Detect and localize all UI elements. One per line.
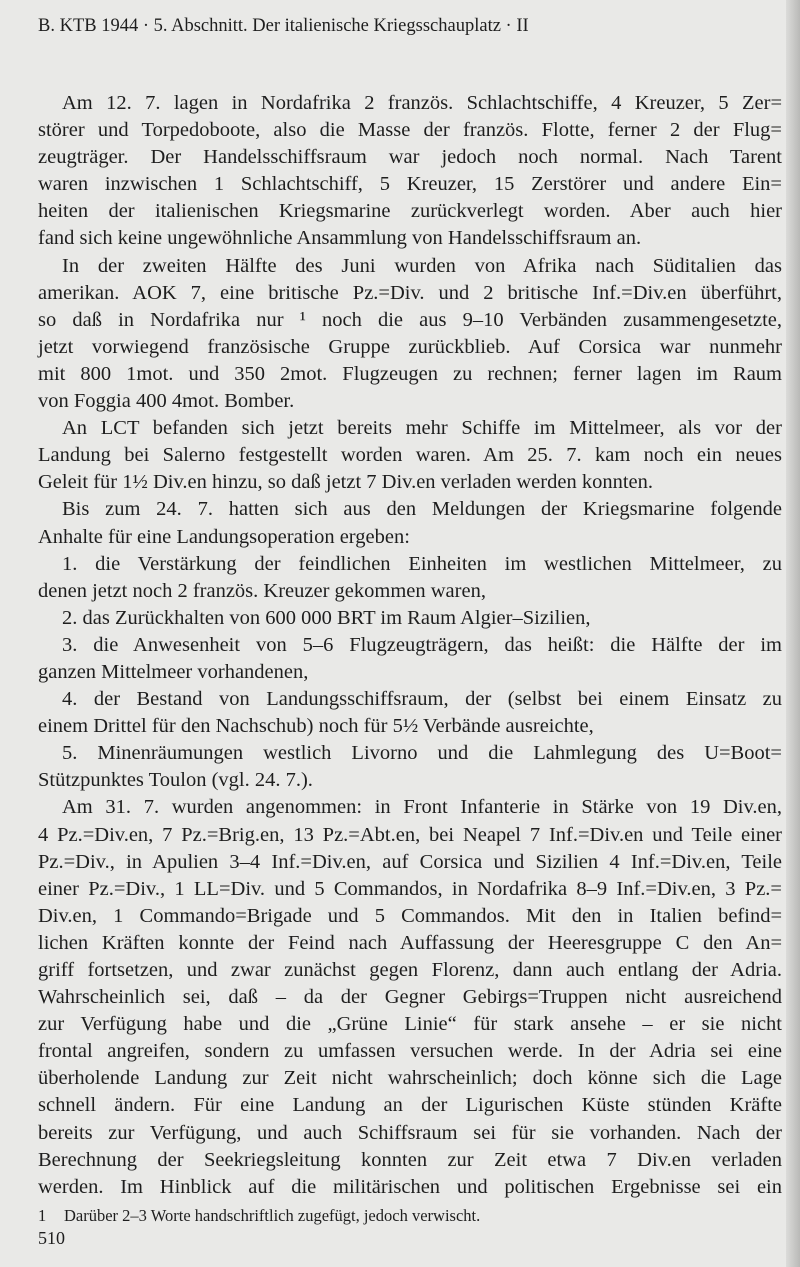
text-line: 4. der Bestand von Landungsschiffsraum, der (selbst bei einem Einsatz zu — [62, 688, 782, 711]
footnote — [38, 1206, 480, 1226]
text-line: Am 31. 7. wurden angenommen: in Front Infanterie in Stärke von 19 Div.en, — [62, 796, 782, 819]
text-line: von Foggia 400 4mot. Bomber. — [38, 390, 295, 413]
text-line: Wahrscheinlich sei, daß – da der Gegner Gebirgs=Truppen nicht ausreichend — [38, 986, 782, 1009]
text-line: zur Verfügung habe und die „Grüne Linie“ für stark ansehe – er sie nicht — [38, 1013, 782, 1036]
text-line: In der zweiten Hälfte des Juni wurden von Afrika nach Süditalien das — [62, 254, 782, 277]
text-line: einer Pz.=Div., 1 LL=Div. und 5 Commandos, in Nordafrika 8–9 Inf.=Div.en, 3 Pz.= — [38, 877, 782, 900]
page-number: 510 — [38, 1228, 65, 1248]
text-line: fand sich keine ungewöhnliche Ansammlung von Handelsschiffsraum an. — [38, 227, 642, 250]
text-line: frontal angreifen, sondern zu umfassen versuchen werde. In der Adria sei eine — [38, 1040, 782, 1063]
text-line: 4 Pz.=Div.en, 7 Pz.=Brig.en, 13 Pz.=Abt.en, bei Neapel 7 Inf.=Div.en und Teile einer — [38, 823, 782, 846]
text-line: Stützpunktes Toulon (vgl. 24. 7.). — [38, 769, 313, 792]
text-line: so daß in Nordafrika nur ¹ noch die aus 9–10 Verbänden zusammengesetzte, — [38, 308, 782, 331]
text-line: 5. Minenräumungen westlich Livorno und die Lahmlegung des U=Boot= — [62, 742, 782, 765]
text-line: lichen Kräften konnte der Feind nach Auffassung der Heeresgruppe C den An= — [38, 931, 782, 954]
text-line: Pz.=Div., in Apulien 3–4 Inf.=Div.en, auf Corsica und Sizilien 4 Inf.=Div.en, Teile — [38, 850, 782, 873]
text-line: waren inzwischen 1 Schlachtschiff, 5 Kreuzer, 15 Zerstörer und andere Ein= — [38, 173, 782, 196]
text-line: heiten der italienischen Kriegsmarine zurückverlegt worden. Aber auch hier — [38, 200, 782, 223]
text-line: griff fortsetzen, und zwar zunächst gegen Florenz, dann auch entlang der Adria. — [38, 959, 782, 981]
footnote-text: Darüber 2–3 Worte handschriftlich zugefügt, jedoch verwischt. — [64, 1206, 481, 1225]
text-line: schnell ändern. Für eine Landung an der Ligurischen Küste stünden Kräfte — [38, 1094, 782, 1117]
footnote-number: 1 — [38, 1206, 47, 1225]
text-line: Div.en, 1 Commando=Brigade und 5 Commandos. Mit den in Italien befind= — [38, 904, 782, 927]
text-line: jetzt vorwiegend französische Gruppe zurückblieb. Auf Corsica war nunmehr — [38, 335, 782, 358]
text-line: ganzen Mittelmeer vorhandenen, — [38, 660, 309, 683]
text-line: einem Drittel für den Nachschub) noch für 5½ Verbände ausreichte, — [38, 715, 594, 738]
text-line: werden. Im Hinblick auf die militärischen und politischen Ergebnisse sei ein — [38, 1175, 782, 1198]
text-line: Anhalte für eine Landungsoperation ergeben: — [38, 525, 410, 548]
text-line: denen jetzt noch 2 französ. Kreuzer gekommen waren, — [38, 579, 486, 602]
text-line: Berechnung der Seekriegsleitung konnten zur Zeit etwa 7 Div.en verladen — [38, 1148, 782, 1171]
text-line: bereits zur Verfügung, und auch Schiffsraum sei für sie vorhanden. Nach der — [38, 1121, 782, 1144]
text-line: mit 800 1mot. und 350 2mot. Flugzeugen zu rechnen; ferner lagen im Raum — [38, 362, 782, 385]
text-line: 3. die Anwesenheit von 5–6 Flugzeugträgern, das heißt: die Hälfte der im — [62, 633, 782, 656]
text-line: Landung bei Salerno festgestellt worden waren. Am 25. 7. kam noch ein neues — [38, 444, 782, 467]
running-header: B. KTB 1944 · 5. Abschnitt. Der italienische Kriegsschauplatz · II — [38, 16, 529, 36]
text-line: 2. das Zurückhalten von 600 000 BRT im Raum Algier–Sizilien, — [62, 606, 591, 629]
page-edge-shadow — [786, 0, 800, 1267]
text-line: überholende Landung zur Zeit nicht wahrscheinlich; doch könne sich die Lage — [38, 1067, 782, 1090]
text-line: An LCT befanden sich jetzt bereits mehr Schiffe im Mittelmeer, als vor der — [62, 417, 782, 440]
text-line: Bis zum 24. 7. hatten sich aus den Meldungen der Kriegsmarine folgende — [62, 498, 782, 521]
text-line: Geleit für 1½ Div.en hinzu, so daß jetzt 7 Div.en verladen werden konnten. — [38, 471, 653, 494]
text-line: zeugträger. Der Handelsschiffsraum war jedoch noch normal. Nach Tarent — [38, 146, 782, 169]
text-line: störer und Torpedoboote, also die Masse der französ. Flotte, ferner 2 der Flug= — [38, 119, 782, 142]
text-line: 1. die Verstärkung der feindlichen Einheiten im westlichen Mittelmeer, zu — [62, 552, 782, 575]
text-line: amerikan. AOK 7, eine britische Pz.=Div. und 2 britische Inf.=Div.en überführt, — [38, 281, 782, 304]
text-line: Am 12. 7. lagen in Nordafrika 2 französ. Schlachtschiffe, 4 Kreuzer, 5 Zer= — [62, 92, 782, 114]
body-text — [38, 90, 782, 1201]
